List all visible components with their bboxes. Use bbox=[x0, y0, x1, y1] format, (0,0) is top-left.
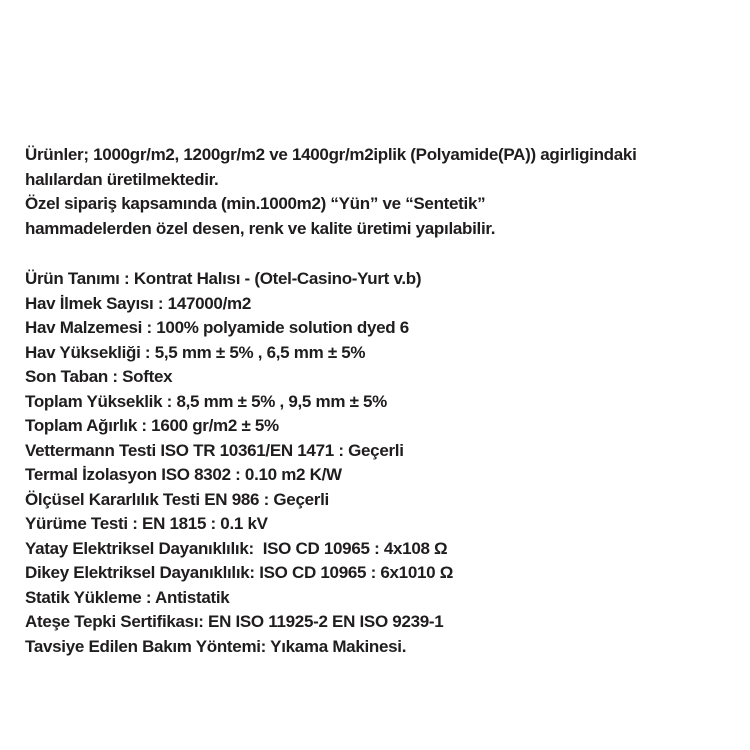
spec-line-statik-yukleme: Statik Yükleme : Antistatik bbox=[25, 587, 230, 607]
spec-list bbox=[25, 267, 740, 659]
intro-line: halılardan üretilmektedir. bbox=[25, 169, 219, 189]
spec-line-toplam-yukseklik: Toplam Yükseklik : 8,5 mm ± 5% , 9,5 mm ± 5% bbox=[25, 391, 387, 411]
spec-line-termal-izolasyon: Termal İzolasyon ISO 8302 : 0.10 m2 K/W bbox=[25, 465, 342, 484]
spec-line-hav-yuksekligi: Hav Yüksekliği : 5,5 mm ± 5% , 6,5 mm ± 5% bbox=[25, 342, 366, 362]
spec-line-hav-malzemesi: Hav Malzemesi : 100% polyamide solution dyed 6 bbox=[25, 318, 409, 337]
spec-line-yatay-elektriksel: Yatay Elektriksel Dayanıklılık: ISO CD 10965 : 4x108 Ω bbox=[25, 538, 448, 558]
intro-line: Ürünler; 1000gr/m2, 1200gr/m2 ve 1400gr/m2iplik (Polyamide(PA)) agirligindaki bbox=[25, 145, 637, 164]
product-spec-document bbox=[25, 143, 740, 659]
intro-paragraph bbox=[25, 143, 740, 241]
spec-line-toplam-agirlik: Toplam Ağırlık : 1600 gr/m2 ± 5% bbox=[25, 416, 279, 435]
spec-line-dikey-elektriksel: Dikey Elektriksel Dayanıklılık: ISO CD 10965 : 6x1010 Ω bbox=[25, 563, 454, 582]
spec-line-urun-tanimi: Ürün Tanımı : Kontrat Halısı - (Otel-Casino-Yurt v.b) bbox=[25, 269, 422, 288]
spec-line-hav-ilmek-sayisi: Hav İlmek Sayısı : 147000/m2 bbox=[25, 293, 251, 313]
spec-line-olcusel-kararlilik: Ölçüsel Kararlılık Testi EN 986 : Geçerli bbox=[25, 489, 329, 509]
spec-line-tavsiye-bakim: Tavsiye Edilen Bakım Yöntemi: Yıkama Makinesi. bbox=[25, 636, 407, 656]
spec-line-son-taban: Son Taban : Softex bbox=[25, 367, 173, 386]
spec-line-yurume-testi: Yürüme Testi : EN 1815 : 0.1 kV bbox=[25, 514, 268, 533]
intro-line: Özel sipariş kapsamında (min.1000m2) “Yün” ve “Sentetik” bbox=[25, 194, 486, 213]
intro-line: hammadelerden özel desen, renk ve kalite üretimi yapılabilir. bbox=[25, 218, 496, 238]
spec-line-atese-tepki: Ateşe Tepki Sertifikası: EN ISO 11925-2 EN ISO 9239-1 bbox=[25, 612, 444, 631]
spec-line-vettermann-testi: Vettermann Testi ISO TR 10361/EN 1471 : Geçerli bbox=[25, 440, 404, 460]
